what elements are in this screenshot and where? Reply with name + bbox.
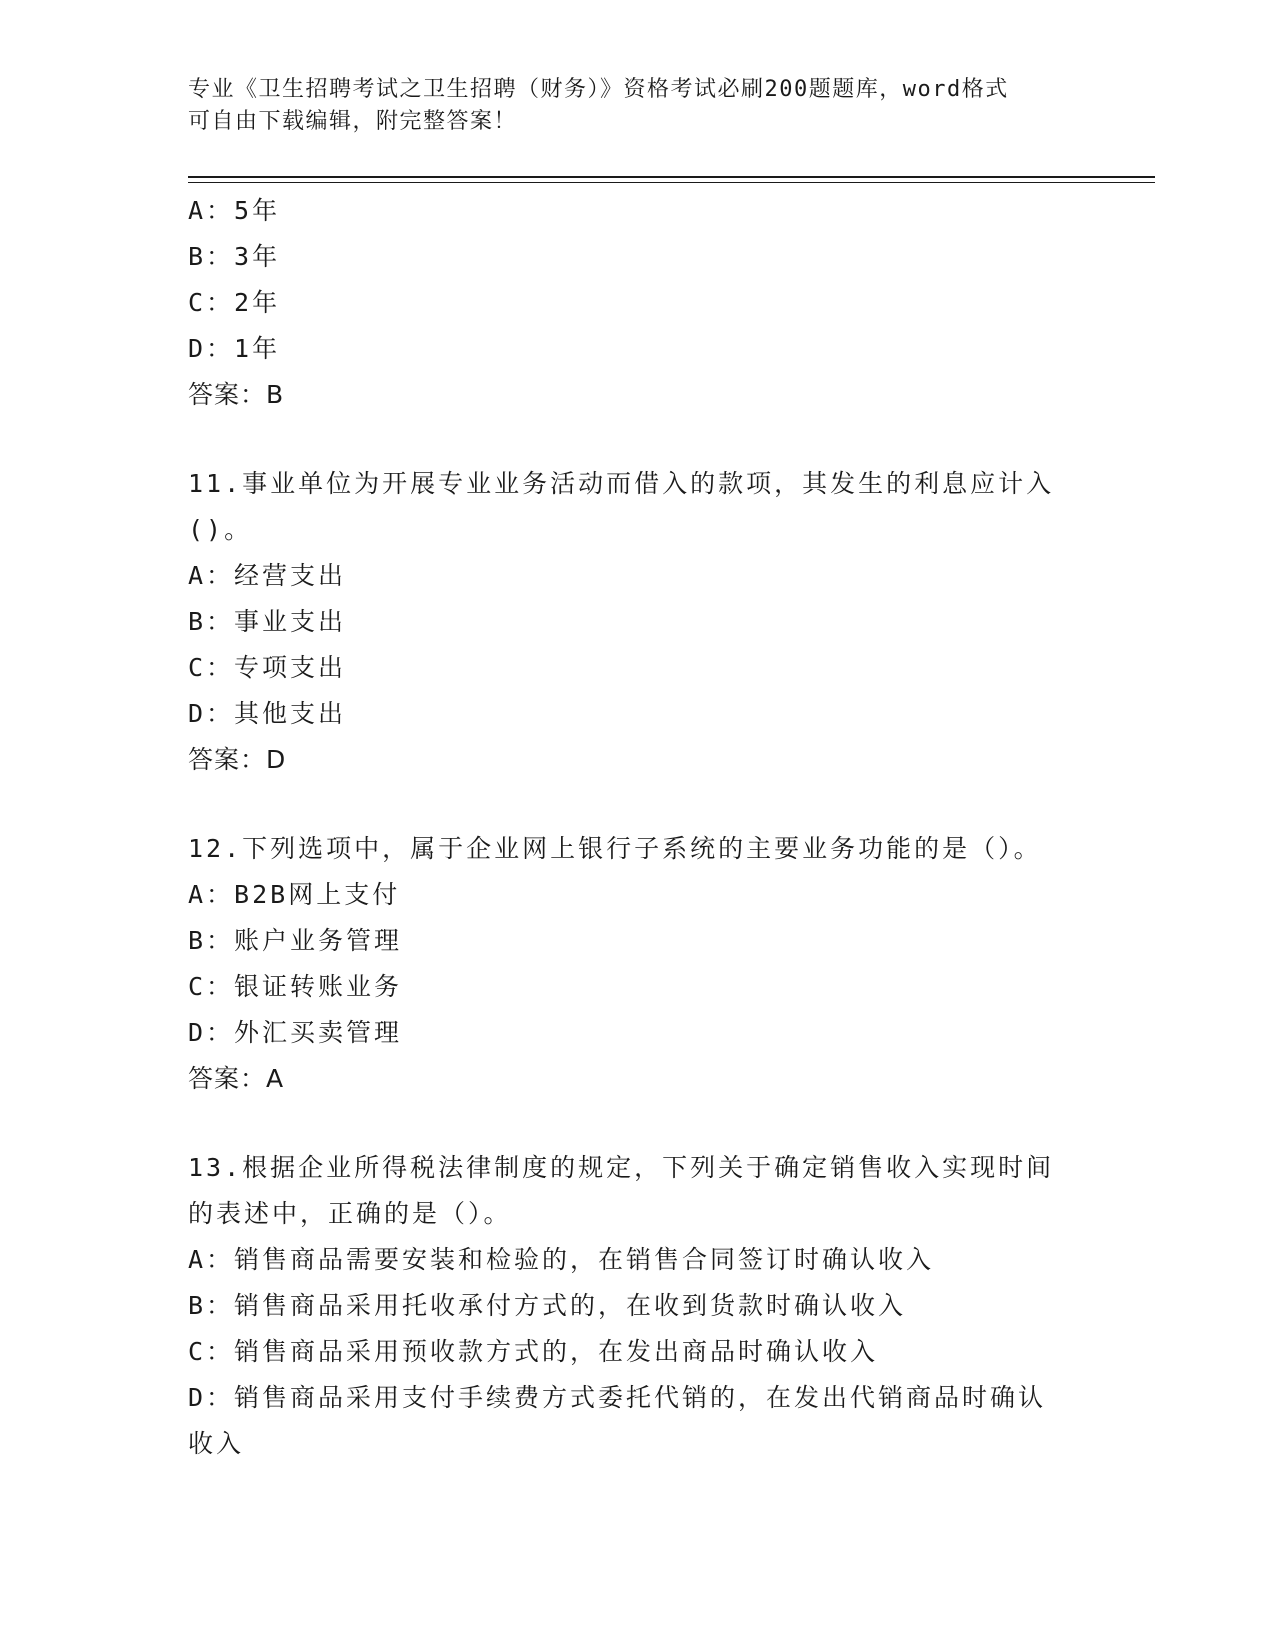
question-stem: 13.根据企业所得税法律制度的规定，下列关于确定销售收入实现时间 xyxy=(188,1153,1055,1182)
option-a: A：销售商品需要安装和检验的，在销售合同签订时确认收入 xyxy=(188,1245,935,1274)
option-a: A：经营支出 xyxy=(188,561,347,590)
option-a: A：B2B网上支付 xyxy=(188,880,401,909)
option-c: C：专项支出 xyxy=(188,653,347,682)
question-stem-continued: 的表述中，正确的是（）。 xyxy=(188,1199,512,1228)
header-title-line-1: 专业《卫生招聘考试之卫生招聘（财务）》资格考试必刷200题题库，word格式 xyxy=(188,77,1009,102)
header-divider-thick xyxy=(188,176,1155,178)
header-title-line-2: 可自由下载编辑，附完整答案！ xyxy=(188,109,518,134)
option-d: D：外汇买卖管理 xyxy=(188,1018,403,1047)
option-a: A：5年 xyxy=(188,196,281,225)
option-d: D：销售商品采用支付手续费方式委托代销的，在发出代销商品时确认 xyxy=(188,1383,1047,1412)
option-d: D：1年 xyxy=(188,334,281,363)
spacer xyxy=(188,1102,1078,1145)
option-b: B：3年 xyxy=(188,242,281,271)
question-10 xyxy=(188,188,1078,418)
question-list xyxy=(188,188,1078,1467)
answer-line: 答案：B xyxy=(188,380,285,409)
question-11 xyxy=(188,461,1078,783)
option-b: B：销售商品采用托收承付方式的，在收到货款时确认收入 xyxy=(188,1291,907,1320)
answer-line: 答案：D xyxy=(188,745,287,774)
spacer xyxy=(188,418,1078,461)
answer-line: 答案：A xyxy=(188,1064,285,1093)
spacer xyxy=(188,783,1078,826)
option-b: B：事业支出 xyxy=(188,607,347,636)
question-stem: 11.事业单位为开展专业业务活动而借入的款项，其发生的利息应计入 xyxy=(188,469,1055,498)
question-stem: 12.下列选项中，属于企业网上银行子系统的主要业务功能的是（）。 xyxy=(188,834,1042,863)
question-13 xyxy=(188,1145,1078,1467)
header-divider-thin xyxy=(188,182,1155,183)
option-c: C：2年 xyxy=(188,288,281,317)
option-b: B：账户业务管理 xyxy=(188,926,403,955)
option-c: C：销售商品采用预收款方式的，在发出商品时确认收入 xyxy=(188,1337,879,1366)
option-c: C：银证转账业务 xyxy=(188,972,403,1001)
option-d-continued: 收入 xyxy=(188,1429,245,1458)
option-d: D：其他支出 xyxy=(188,699,347,728)
document-header xyxy=(188,74,1068,138)
question-stem-continued: ()。 xyxy=(188,515,253,544)
question-12 xyxy=(188,826,1078,1102)
